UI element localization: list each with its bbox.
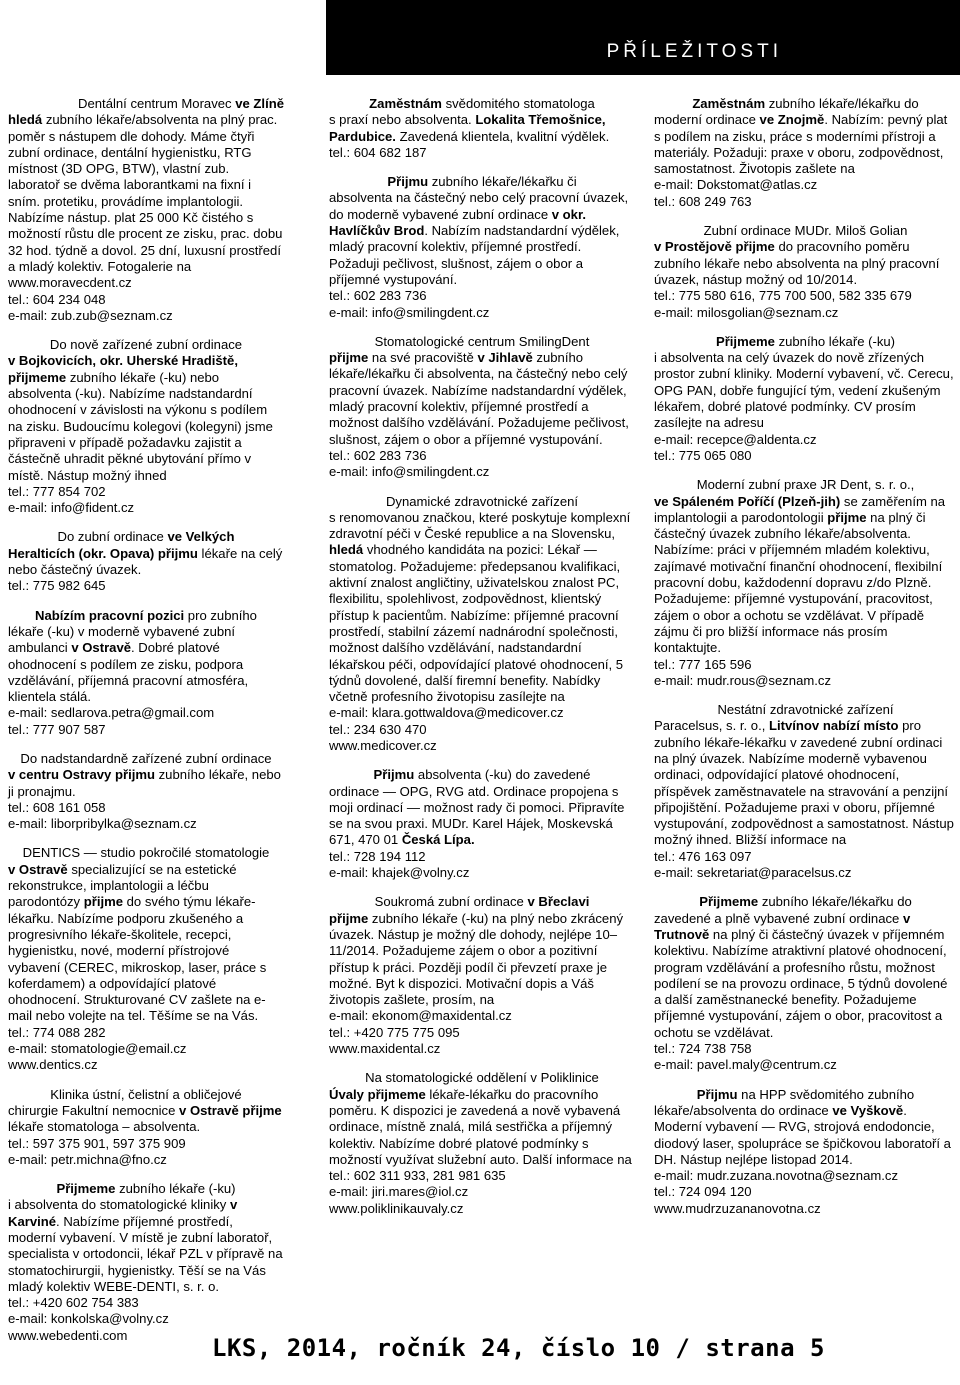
ad-text-bold: Přijmeme [715,333,775,349]
ad-text: moderní ordinace [654,112,760,128]
ad-text-bold: Přijmu [373,767,415,783]
ad-line [329,174,635,190]
ad-text-bold: ve Velkých [167,529,235,545]
ad-line [654,305,957,321]
ad-text: Do zubní ordinace [57,529,168,545]
ad-text: e-mail: recepce@aldenta.cz [654,431,817,447]
ad-text: e-mail: klara.gottwaldova@medicover.cz [329,705,564,721]
ad-text: . Moderní vybavení — RVG, strojová endodoncie, diodový laser, spolupráce se špičkovou laboratoří a DH. Nástup nejlépe listopad 2014. [654,1102,951,1167]
ad-line [654,894,957,910]
ad-line [654,1168,957,1184]
ad-text: www.poliklinikauvaly.cz [329,1200,464,1216]
ad-line [8,529,284,545]
ad-text: tel.: 234 630 470 [329,721,427,737]
ad-text-bold: ve Spáleném Poříčí (Plzeň-jih) [654,493,841,509]
ad-text: zubního lékaře/lékařku či [428,174,577,190]
ad-line [8,845,284,861]
ad-text: na HPP svědomitého zubního [737,1086,915,1102]
ad-text: Do nadstandardně zařízené zubní ordinace [20,750,272,766]
column-middle [329,96,635,1230]
ad-text-bold: ve Zlíně [235,96,284,111]
ad-text-bold: Česká Lípa. [401,832,475,848]
ad-text: www.maxidental.cz [329,1041,441,1057]
ad-line [8,1057,284,1073]
ad-text-bold: přijme [83,894,124,910]
ad-text-bold: Nabízím pracovní pozici [35,607,185,623]
ad-text: Stomatologické centrum SmilingDent [374,333,590,349]
ad-text: www.mudrzuzananovotna.cz [654,1200,821,1216]
ad-line [329,1008,635,1024]
ad-text: zubního lékaře (-ku) na plný nebo zkrácený úvazek. Nástup je možný dle dohody, nejlépe 10–11/2014. Požadujeme zájem o obor a pozitivní přístup k práci. Později podíl či převzetí praxe je možné. Byt k dispozici. Motivační dopis a Váš životopis zašlete, prosím, na [329,910,624,1008]
ad-text: Paracelsus, s. r. o., [654,718,769,734]
ad-text: e-mail: ekonom@maxidental.cz [329,1008,512,1024]
ad-text: tel.: 602 283 736 [329,288,427,304]
ad-text: e-mail: info@smilingdent.cz [329,464,490,480]
ad-text: Klinika ústní, čelistní a obličejové [50,1086,242,1102]
ad-line [654,1041,957,1057]
ad-line [329,849,635,865]
ad-text-bold: Litvínov nabízí místo [768,718,899,734]
ad-line [329,1070,635,1086]
classified-ad [329,494,635,755]
ad-text: lékaře (-ku) v moderně vybavené zubní ambulanci [8,623,236,656]
ad-text: ordinace — OPG, RVG atd. Ordinace propojena s moji ordinací — možnost rady či pomoci. Připravíte se na svou praxi. MUDr. Karel Hájek, Moskevská 671, 470 01 [329,783,625,848]
ad-text: s praxí nebo absolventa. [329,112,476,128]
ad-line [329,1184,635,1200]
ad-text-bold: přijme [329,910,369,926]
ad-text: Dentální centrum Moravec [78,96,236,111]
ad-text: www.dentics.cz [8,1057,98,1073]
ad-line [8,1087,284,1103]
ad-text-bold: Přijmu [387,174,429,190]
ad-text-bold: přijmeme [8,369,67,385]
ad-text: Do nově zařízené zubní ordinace [49,337,243,353]
ad-line [8,292,284,308]
ad-line [8,722,284,738]
ad-text: . Nabízím nadstandardní výdělek, mladý pracovní kolektiv, příjemné prostředí. Požaduji pečlivost, slušnost, zájem o obor a příjemné vystupování. [329,223,620,287]
classified-ad [654,894,957,1073]
ad-text: specializující se na estetické rekonstrukce, implantologii a léčbu parodontózy [8,861,237,910]
ad-text: do pracovního poměru zubního lékaře nebo absolventa na plný pracovní úvazek, nástup možný od 10/2014. [654,239,940,287]
ad-line [8,624,284,705]
ad-line [8,1152,284,1168]
ad-line [654,1103,957,1168]
ad-line [329,510,635,706]
ad-line [8,767,284,800]
ad-text: tel.: 777 907 587 [8,721,106,737]
ad-line [329,334,635,350]
ad-text: Zubní ordinace MUDr. Miloš Golian [703,223,908,239]
ad-line [8,112,284,291]
classified-ad [329,894,635,1057]
ad-line [329,1041,635,1057]
ad-text: tel.: 777 854 702 [8,483,106,499]
classified-ad [329,334,635,481]
ad-line [8,578,284,594]
section-header-bar [326,0,960,75]
ad-line [329,112,635,145]
classified-ad [8,1087,284,1168]
ad-text-bold: v centru Ostravy přijmu [8,767,155,783]
classified-ad [329,767,635,881]
ad-line [329,1087,635,1168]
ad-line [329,738,635,754]
ad-text: tel.: 602 311 933, 281 981 635 [329,1168,506,1184]
ad-text: tel.: 597 375 901, 597 375 909 [8,1135,186,1151]
ad-text: tel.: 775 982 645 [8,578,106,594]
ad-text: e-mail: Dokstomat@atlas.cz [654,177,818,193]
ad-text: e-mail: mudr.rous@seznam.cz [654,672,832,688]
ad-line [8,96,284,112]
ad-text: tel.: 602 283 736 [329,447,427,463]
ad-line [329,288,635,304]
ad-text: e-mail: zub.zub@seznam.cz [8,307,173,323]
ad-text: e-mail: mudr.zuzana.novotna@seznam.cz [654,1168,898,1184]
ad-text: e-mail: stomatologie@email.cz [8,1041,187,1057]
ad-text-bold: v Karviné [8,1197,238,1229]
ad-text: Soukromá zubní ordinace [374,894,528,910]
ad-text-bold: Přijmeme [56,1181,116,1197]
ad-line [8,705,284,721]
ad-text: zubního lékaře/lékařku či absolventa, na částečný nebo celý pracovní úvazek. Nabízíme nadstandardní výdělek, mladý pracovní kolektiv, příjemné prostředí a možnost dalšího vzdělávání. Požadujeme pečlivost, slušnost, zájem o obor a příjemné vystupování. [329,350,629,447]
ad-text: tel.: 728 194 112 [329,848,426,864]
ad-text: e-mail: jiri.mares@iol.cz [329,1184,469,1200]
classified-ad [654,223,957,321]
ad-line [329,722,635,738]
ad-text: e-mail: liborpribylka@seznam.cz [8,816,197,832]
ad-text: tel.: +420 775 775 095 [329,1024,460,1040]
ad-text: Zavedená klientela, kvalitní výdělek. [395,128,610,144]
ad-line [329,145,635,161]
ad-line [329,494,635,510]
ad-text: e-mail: sedlarova.petra@gmail.com [8,705,215,721]
ad-text: svědomitého stomatologa [441,96,595,111]
ad-text-bold: Přijmeme [699,894,759,910]
ad-text: e-mail: milosgolian@seznam.cz [654,304,839,320]
ad-line [654,334,957,350]
ad-text-bold: v Bojkovicích, okr. Uherské Hradiště, [8,353,238,369]
ad-line [329,96,635,112]
ad-line [8,337,284,353]
column-left [8,96,284,1357]
ad-text: e-mail: khajek@volny.cz [329,865,470,881]
ad-text: vhodného kandidáta na pozici: Lékař — stomatolog. Požadujeme: předepsanou kvalifikaci, aktivní znalost angličtiny, uživatelskou znalost PC, flexibilitu, spolehlivost, zodpovědnost, klientský přístup k pacientům. Nabízíme: příjemné pracovní prostředí, stabilní zázemí nadnárodní společnosti, možnost dalšího vzdělávání, nadstandardní lékařskou péči, odpovídající platové ohodnocení, 5 týdnů dovolené, další firemní benefity. Nabídky včetně profesního životopisu zasílejte na [329,542,624,705]
section-title: PŘÍLEŽITOSTI [606,41,782,62]
ad-line [654,865,957,881]
classified-ad [8,608,284,738]
ad-line [8,1136,284,1152]
ad-line [8,1181,284,1197]
ad-text-bold: hledá [8,112,43,128]
ad-text: tel.: 604 234 048 [8,291,106,307]
ad-line [654,112,957,177]
ad-text: tel.: 775 065 080 [654,447,752,463]
ad-text: zubního lékaře/lékařku do [765,96,919,111]
ad-text: www.webedenti.com [8,1327,128,1343]
classified-ad [329,174,635,321]
ad-text: zubního lékaře (-ku) [115,1181,236,1197]
ad-text: i absolventa na celý úvazek do nově zřízených prostor zubní kliniky. Moderní vybavení, vč. Cerecu, OPG PAN, dobře fungující tým, vedení zkušeným lékařem, dobré platové podmínky. CV prosím zasílejte na adresu [654,350,954,431]
ad-text: absolventa (-ku) do zavedené [414,767,591,783]
ad-text: na plný či částečný úvazek v příjemném kolektivu. Nabízíme atraktivní platové ohodnocení, program vzdělávání a profesního růstu, možnost podílení se na provozu ordinace, 5 týdnů dovolené a další zaměstnanecké benefity. Požadujeme příjemné vystupování, zájem o obor, pracovitost a ochotu se vzdělávat. [654,926,948,1040]
ad-line [8,1295,284,1311]
ad-line [8,1041,284,1057]
ad-text: na plný či částečný úvazek zubního lékaře/absolventa. Nabízíme: práci v příjemném mladém kolektivu, zajímavé motivační finanční ohodnocení, flexibilní pracovní dobu, každodenní dopravu z/do Plzně. Požadujeme: příjemné vystupování, pracovitost, zájem o obor a ochotu se vzdělávat. V případě zájmu či pro bližší informace nás prosím kontaktujte. [654,509,943,656]
ad-text-bold: přijme [329,350,369,366]
ad-text: tel.: +420 602 754 383 [8,1295,139,1311]
ad-line [8,608,284,624]
ad-text-bold: v Jihlavě [477,350,533,366]
ad-text: tel.: 724 094 120 [654,1184,752,1200]
ad-line [329,448,635,464]
ad-text: e-mail: pavel.maly@centrum.cz [654,1057,837,1073]
ad-text: pro zubního [184,607,257,623]
classified-ad [8,1181,284,1344]
ad-text: zubního lékaře/lékařku do [758,894,912,910]
ad-line [329,767,635,783]
ad-line [329,911,635,1009]
column-right [654,96,957,1230]
ad-text-bold: v Trutnově [654,910,911,942]
ad-text-bold: ve Vyškově [832,1102,904,1118]
ad-text: lékaře-lékařku do pracovního poměru. K dispozici je zavedená a nově vybavená ordinace, místně znalá, milá sestřička a příjemný kolektiv. Nabízíme dobré platové podmínky s možností využívat služební auto. Další informace na [329,1086,632,1167]
ad-line [329,784,635,849]
ad-line [329,1201,635,1217]
ad-text: tel.: 604 682 187 [329,144,427,160]
ad-text-bold: Lokalita Třemošnice, Pardubice. [329,112,606,144]
ad-line [654,911,957,1041]
ad-line [8,308,284,324]
ad-text-bold: v Ostravě přijme [179,1102,282,1118]
ad-text-bold: v okr. Havlíčkův Brod [329,206,586,239]
classified-ad [329,96,635,161]
ad-text: s renomovanou značkou, které poskytuje komplexní zdravotní péči v České republice a na Slovensku, [329,509,631,542]
ad-line [329,305,635,321]
ad-line [654,494,957,657]
classified-ad [8,337,284,516]
ad-line [8,1103,284,1136]
classified-ad [8,751,284,832]
ad-line [329,1025,635,1041]
ad-text: e-mail: info@smilingdent.cz [329,304,490,320]
ad-line [654,350,957,431]
ad-text: . Nabízím: pevný plat s podílem na zisku, práce s moderními přístroji a materiály. Požaduji: praxe v oboru, zodpovědnost, samostatnost. Životopis zašlete na [654,112,948,177]
ad-text: e-mail: sekretariat@paracelsus.cz [654,865,852,881]
ad-line [8,1025,284,1041]
page-footer: LKS, 2014, ročník 24, číslo 10 / strana 5 [212,1334,825,1362]
ad-line [329,705,635,721]
ad-line [329,350,635,448]
ad-line [654,448,957,464]
ad-text: e-mail: info@fident.cz [8,500,135,516]
ad-text: zubního lékaře/absolventa na plný prac. poměr s nástupem dle dohody. Máme čtyři zubní ordinace, dentální hygienistku, RTG místnost (3D OPG, BTW), vlastní zub. laboratoř se dvěma laborantkami na fixní i sním. protetiku, provádíme implantologii. Nabízíme nástup. plat 25 000 Kč čistého s možností růstu dle procent ze zisku, prac. dobu 32 hod. týdně a dovol. 25 dní, luxusní prostředí a mladý kolektiv. Fotogalerie na www.moravecdent.cz [8,112,283,291]
ad-text-bold: Zaměstnám [692,96,766,111]
classified-ad [654,1087,957,1217]
ad-text: i absolventa do stomatologické kliniky [8,1197,230,1213]
classified-ad [8,845,284,1073]
ad-text-bold: v Prostějově přijme [654,239,775,255]
ad-line [654,239,957,288]
ad-line [654,718,957,848]
ad-text-bold: Zaměstnám [369,96,442,111]
ad-text-bold: přijme [827,509,867,525]
ad-text: zubního lékaře (-ku) nebo absolventa (-ku). Nabízíme nadstandardní ohodnocení v závislosti na výkonu s podílem na zisku. Budoucímu kolegovi (kolegyni) jsme připraveni v případě požadavku zajistit a částečně uhradit pěkné ubytování přímo v místě. Nástup možný ihned [8,369,273,483]
ad-text: zubního lékaře (-ku) [774,333,896,349]
ad-text-bold: v Ostravě [71,640,132,656]
ad-line [654,177,957,193]
ad-text-bold: Přijmu [696,1086,738,1102]
ad-text: lékaře na celý nebo částečný úvazek. [8,545,283,578]
ad-line [654,702,957,718]
ad-line [329,190,635,288]
ad-text: tel.: 608 161 058 [8,799,106,815]
ad-text: se zaměřením na implantologii a parodontologii [654,493,946,525]
ad-line [654,1201,957,1217]
ad-text: tel.: 476 163 097 [654,848,752,864]
classified-ad [654,702,957,881]
ad-text: tel.: 724 738 758 [654,1041,752,1057]
ad-text-bold: hledá [329,542,364,558]
classified-ad [654,477,957,689]
ad-line [8,800,284,816]
ad-text: tel.: 775 580 616, 775 700 500, 582 335 679 [654,288,912,304]
ad-line [8,500,284,516]
ad-text: absolventa na částečný nebo celý pracovní úvazek, do moderně vybavené zubní ordinace [329,190,629,222]
ad-text: pro zubního lékaře-lékařku v zavedené zubní ordinaci na plný úvazek. Nabízíme moderně vybavenou ordinaci, odpovídající platové ohodnocení, příspěvek zaměstnavatele na stravování a penzijní připojištění. Požadujeme praxi v oboru, příjemné vystupování, zodpovědnost a samostatnost. Nástup možný ihned. Bližší informace na [654,718,954,848]
ad-text: Nestátní zdravotnické zařízení [717,702,894,718]
classified-ad [8,96,284,324]
ad-line [8,1197,284,1295]
ad-line [329,1168,635,1184]
ad-line [8,862,284,1025]
ad-line [654,223,957,239]
ad-line [654,1057,957,1073]
ad-line [8,1311,284,1327]
ad-line [654,96,957,112]
ad-line [654,657,957,673]
ad-text: DENTICS — studio pokročilé stomatologie [22,845,270,861]
ad-line [654,194,957,210]
classified-ad [329,1070,635,1217]
ad-text-bold: ve Znojmě [759,112,825,128]
ad-line [8,353,284,369]
ad-line [329,464,635,480]
ad-text: chirurgie Fakultní nemocnice [8,1102,180,1118]
ad-text: tel.: 774 088 282 [8,1024,106,1040]
ad-text: Na stomatologické oddělení v Poliklinice [365,1070,599,1086]
ad-text: e-mail: petr.michna@fno.cz [8,1151,167,1167]
ad-text: www.medicover.cz [329,737,437,753]
ad-line [654,288,957,304]
classified-ad [654,96,957,210]
classified-ad [8,529,284,594]
classified-ad [654,334,957,464]
ad-text: . Nabízíme příjemné prostředí, moderní vybavení. V místě je zubní laboratoř, specialista v ortodoncii, lékař PZL v přípravě na stomatochirurgii, hygienistky. Těší se na Vás mladý kolektiv WEBE-DENTI, s. r. o. [8,1213,283,1294]
ad-line [8,370,284,484]
ad-line [654,673,957,689]
ad-text: zubního lékaře, nebo ji pronajmu. [8,767,281,799]
ad-text-bold: Heralticích (okr. Opava) přijmu [8,545,198,561]
ad-text: zavedené a plně vybavené zubní ordinace [654,910,903,926]
ad-line [8,546,284,579]
ad-line [8,816,284,832]
ad-line [654,477,957,493]
ad-text: lékaře stomatologa – absolventa. [8,1119,201,1135]
ad-line [8,751,284,767]
ad-text: e-mail: konkolska@volny.cz [8,1311,169,1327]
ad-line [654,432,957,448]
ad-text: Moderní zubní praxe JR Dent, s. r. o., [696,477,915,493]
ad-text-bold: v Břeclavi [527,894,590,910]
ad-text: tel.: 777 165 596 [654,656,752,672]
ad-line [8,484,284,500]
ad-text: Dynamické zdravotnické zařízení [385,493,579,509]
ad-text-bold: Úvaly přijmeme [329,1086,426,1102]
ad-text-bold: v Ostravě [8,861,68,877]
ad-line [654,1087,957,1103]
ad-text: lékaře/absolventa do ordinace [654,1102,833,1118]
ad-text: tel.: 608 249 763 [654,193,752,209]
ad-text: na své pracoviště [368,350,478,366]
ad-line [329,894,635,910]
ad-text: . Dobré platové ohodnocení s podílem ze zisku, podpora vzdělávání, příjemná pracovní atmosféra, klientela stálá. [8,640,249,705]
ad-line [654,849,957,865]
ad-line [654,1184,957,1200]
ad-line [329,865,635,881]
ad-text: do svého týmu lékaře-lékařku. Nabízíme podporu zkušeného a progresivního lékaře-školitele, recepci, hygienistku, nové, moderní přístrojové vybavení (CEREC, mikroskop, laser, práce s koferdamem) a odpovídající platové ohodnocení. Strukturované CV zašlete na e-mail nebo volejte na tel. Těšíme se na Vás. [8,894,267,1024]
